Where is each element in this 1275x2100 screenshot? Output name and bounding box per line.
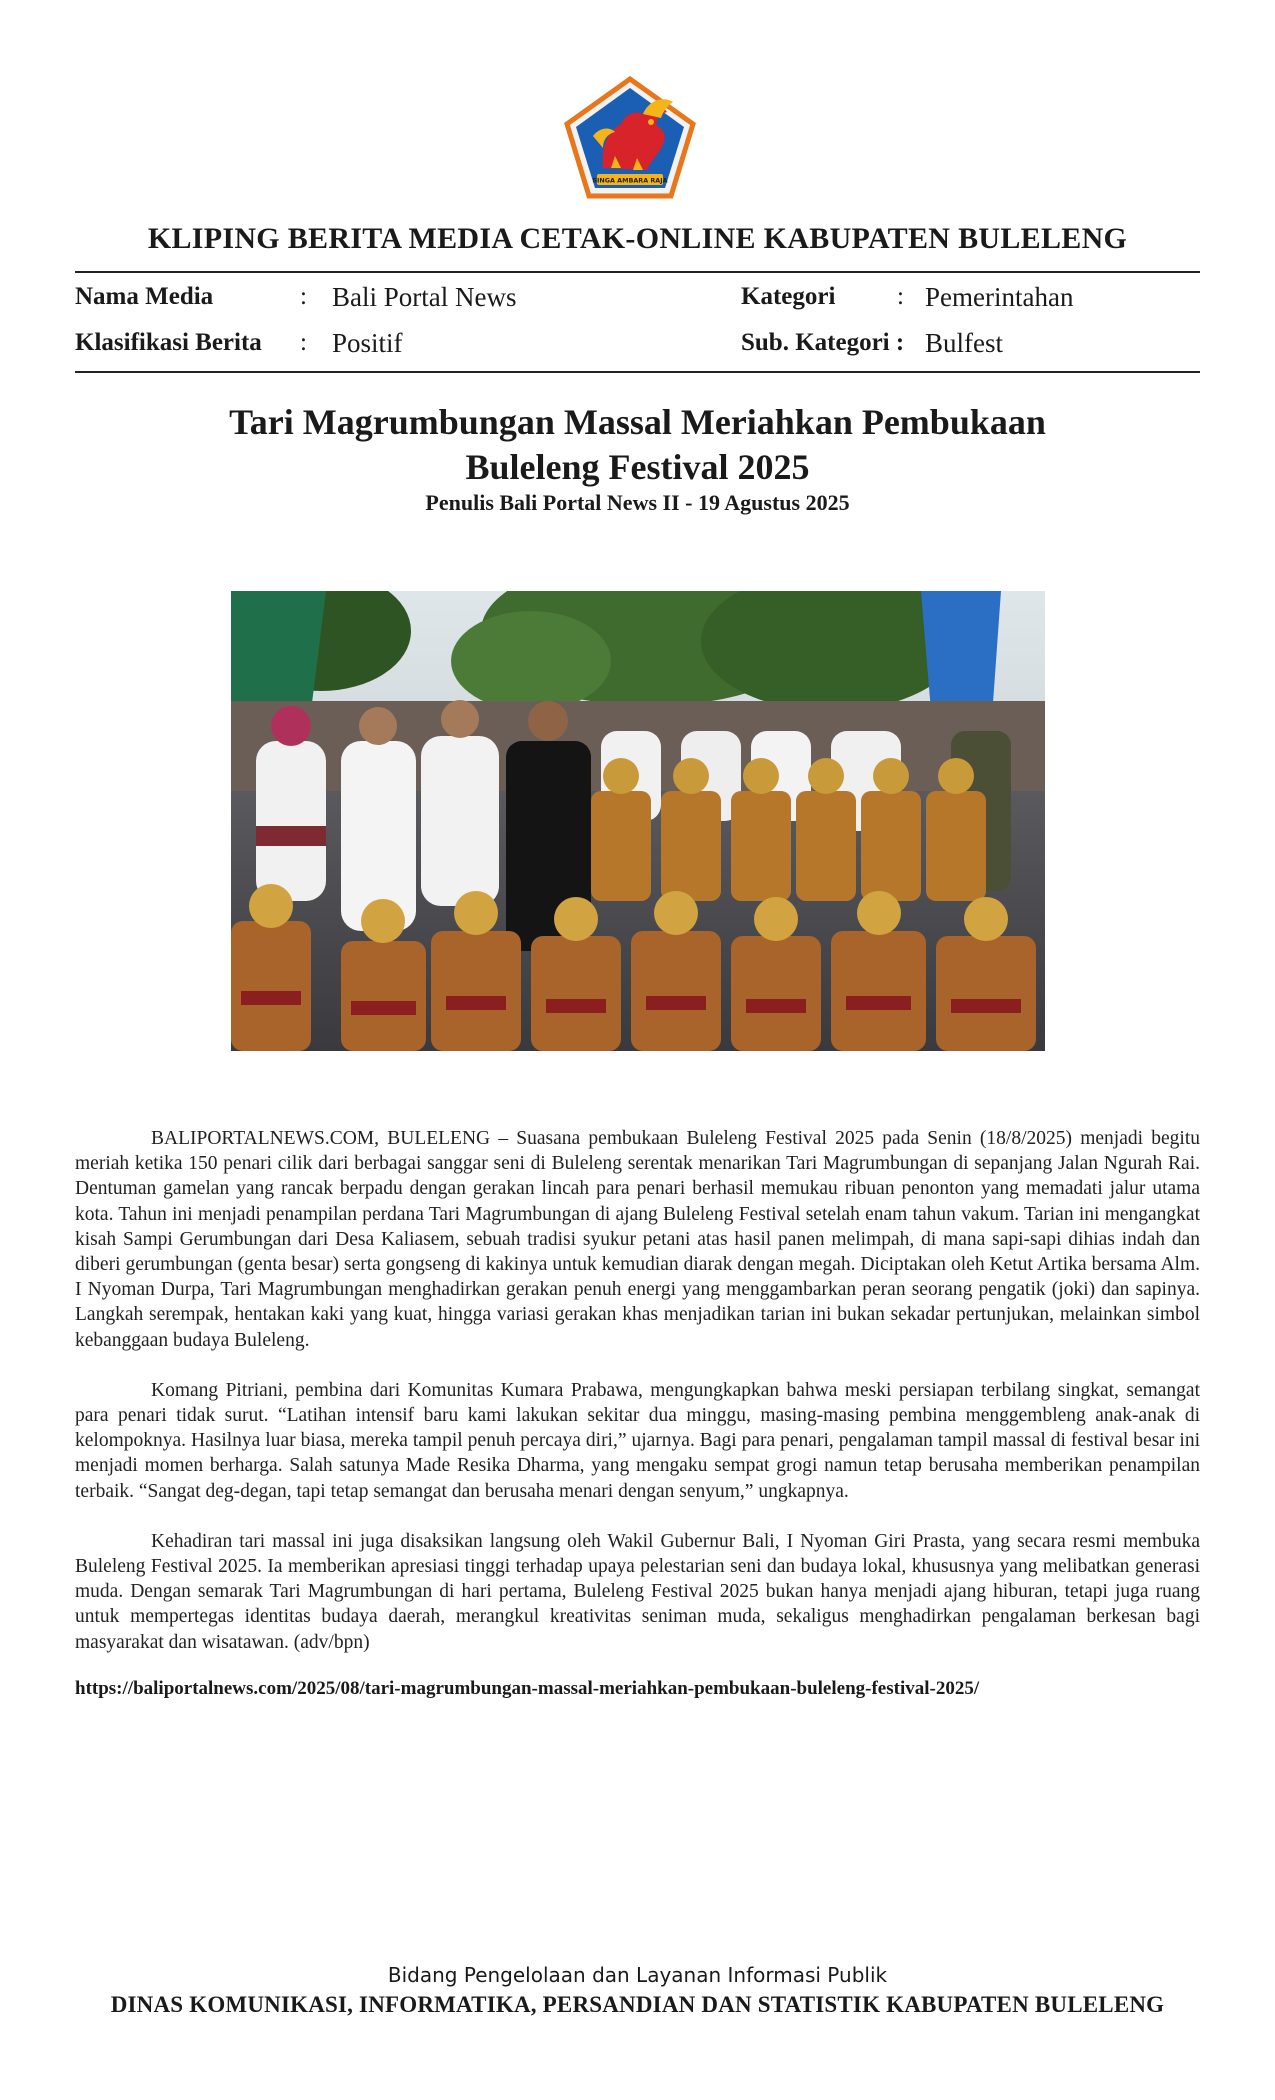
nama-media-colon: : (300, 283, 307, 310)
sub-kategori-value: Bulfest (925, 328, 1003, 358)
klasifikasi-berita-label: Klasifikasi Berita (75, 329, 262, 356)
nama-media-value: Bali Portal News (332, 282, 517, 312)
article-byline: Penulis Bali Portal News II - 19 Agustus 2025 (425, 490, 850, 515)
sub-kategori-label: Sub. Kategori : (741, 329, 905, 356)
kategori-value: Pemerintahan (925, 282, 1074, 312)
buleleng-regency-logo (563, 76, 697, 200)
footer-department: Bidang Pengelolaan dan Layanan Informasi Publik (387, 1963, 888, 1987)
nama-media-label: Nama Media (75, 283, 214, 310)
article-photo (231, 591, 1045, 1051)
article-body (75, 1126, 1200, 1680)
kategori-colon: : (897, 283, 904, 310)
article-title-line-2: Buleleng Festival 2025 (465, 447, 810, 487)
article-paragraph-1: BALIPORTALNEWS.COM, BULELENG – Suasana pembukaan Buleleng Festival 2025 pada Senin (18/8/2025) menjadi begitu meriah ketika 150 penari cilik dari berbagai sanggar seni di Buleleng serentak menarikan Tari Magrumbungan di sepanjang Jalan Ngurah Rai. Dentuman gamelan yang rancak berpadu dengan gerakan lincah para penari berhasil memukau ribuan penonton yang memadati jalur utama kota. Tahun ini menjadi penampilan perdana Tari Magrumbungan di ajang Buleleng Festival setelah enam tahun vakum. Tarian ini mengangkat kisah Sampi Gerumbungan dari Desa Kaliasem, sebuah tradisi syukur petani atas hasil panen melimpah, di mana sapi-sapi dihias indah dan diberi gerumbungan (genta besar) serta gongseng di kakinya untuk kemudian diarak dengan megah. Diciptakan oleh Ketut Artika bersama Alm. I Nyoman Durpa, Tari Magrumbungan menghadirkan gerakan penuh energi yang menggambarkan peran seorang pengatik (joki) dan sapinya. Langkah serempak, hentakan kaki yang kuat, hingga variasi gerakan khas menjadikan tarian ini bukan sekadar pertunjukan, melainkan simbol kebanggaan budaya Buleleng. (75, 1128, 1200, 1351)
header-divider-top (75, 271, 1200, 273)
footer-agency: DINAS KOMUNIKASI, INFORMATIKA, PERSANDIAN DAN STATISTIK KABUPATEN BULELENG (110, 1992, 1165, 2017)
kategori-label: Kategori (741, 283, 836, 310)
article-title (175, 400, 1100, 490)
klasifikasi-berita-colon: : (300, 329, 307, 356)
klasifikasi-berita-value: Positif (332, 328, 403, 358)
source-url-link[interactable]: https://baliportalnews.com/2025/08/tari-magrumbungan-massal-meriahkan-pembukaan-buleleng-festival-2025/ (75, 1678, 980, 1699)
page-header-title: KLIPING BERITA MEDIA CETAK-ONLINE KABUPATEN BULELENG (147, 222, 1128, 255)
article-paragraph-3: Kehadiran tari massal ini juga disaksikan langsung oleh Wakil Gubernur Bali, I Nyoman Giri Prasta, yang secara resmi membuka Buleleng Festival 2025. Ia memberikan apresiasi tinggi terhadap upaya pelestarian seni dan budaya lokal, khususnya yang melibatkan generasi muda. Dengan semarak Tari Magrumbungan di hari pertama, Buleleng Festival 2025 bukan hanya menjadi ajang hiburan, tetapi juga ruang untuk mempertegas identitas budaya daerah, merangkul kreativitas seniman muda, sekaligus menghadirkan pengalaman berkesan bagi masyarakat dan wisatawan. (adv/bpn) (75, 1530, 1200, 1653)
article-title-line-1: Tari Magrumbungan Massal Meriahkan Pembukaan (229, 402, 1046, 442)
header-divider-bottom (75, 371, 1200, 373)
logo-motto: SINGA AMBARA RAJA (592, 176, 668, 185)
article-paragraph-2: Komang Pitriani, pembina dari Komunitas Kumara Prabawa, mengungkapkan bahwa meski persiapan terbilang singkat, semangat para penari tidak surut. “Latihan intensif baru kami lakukan sekitar dua minggu, masing-masing pembina menggembleng anak-anak di kelompoknya. Hasilnya luar biasa, mereka tampil penuh percaya diri,” ujarnya. Bagi para penari, pengalaman tampil massal di festival besar ini menjadi momen berharga. Salah satunya Made Resika Dharma, yang mengaku sempat grogi namun tetap berusaha memberikan penampilan terbaik. “Sangat deg-degan, tapi tetap semangat dan berusaha menari dengan senyum,” ungkapnya. (75, 1379, 1200, 1502)
